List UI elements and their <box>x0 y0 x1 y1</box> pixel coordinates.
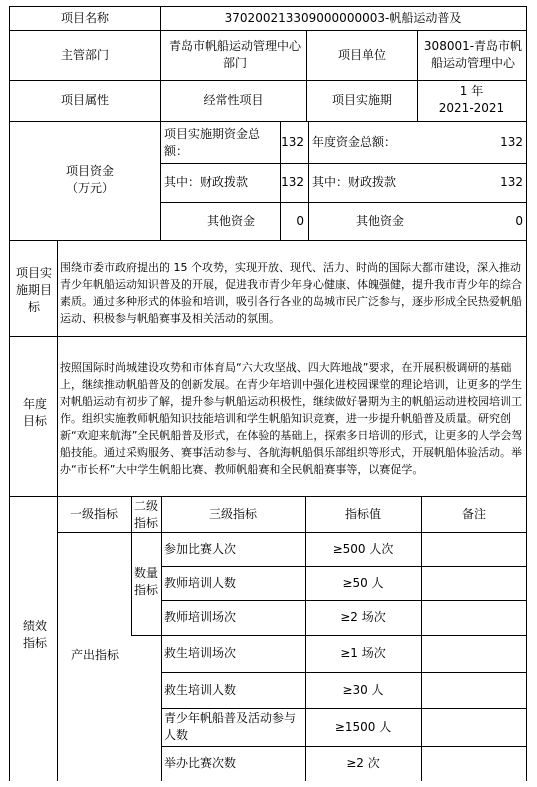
indicator-value: ≥2 场次 <box>340 610 386 624</box>
funds-annual-fiscal-label: 其中：财政拨款 <box>312 175 397 189</box>
funds-label: 项目资金（万元） <box>65 164 114 195</box>
annual-goal-label: 年度目标 <box>22 397 47 428</box>
perf-header-level3: 三级指标 <box>208 507 257 521</box>
indicator-value: ≥50 人 <box>342 575 384 590</box>
funds-fiscal-value: 132 <box>281 175 304 189</box>
dept-label: 主管部门 <box>60 47 109 62</box>
funds-annual-total-value: 132 <box>500 134 523 149</box>
indicator-value: ≥30 人 <box>342 682 384 697</box>
indicator-name: 举办比赛次数 <box>164 755 237 770</box>
funds-annual-total-label: 年度资金总额： <box>312 134 397 149</box>
funds-annual-other-value: 0 <box>515 213 523 228</box>
indicator-name: 救生培训场次 <box>164 646 237 660</box>
attr-label: 项目属性 <box>60 93 109 107</box>
indicator-value: ≥500 人次 <box>332 542 394 556</box>
perf-header-remark: 备注 <box>461 507 486 521</box>
indicator-name: 救生培训人数 <box>164 682 237 697</box>
funds-other-label: 其他资金 <box>206 213 255 228</box>
funds-other-value: 0 <box>296 213 304 228</box>
indicator-name: 参加比赛人次 <box>164 542 237 556</box>
funds-total-label: 项目实施期资金总额： <box>164 127 261 158</box>
perf-label: 绩效指标 <box>22 619 47 650</box>
period-goal-label: 项目实施期目标 <box>15 265 52 314</box>
perf-header-level1: 一级指标 <box>69 507 118 521</box>
unit-label: 项目单位 <box>337 47 386 62</box>
indicator-name: 教师培训人数 <box>164 575 237 590</box>
indicator-value: ≥1500 人 <box>334 719 392 734</box>
period-label: 项目实施期 <box>331 93 392 107</box>
perf-level2-name: 数量指标 <box>133 566 158 597</box>
funds-total-value: 132 <box>281 134 304 149</box>
funds-annual-other-label: 其他资金 <box>355 213 404 228</box>
indicator-value: ≥1 场次 <box>340 646 386 660</box>
period-range: 2021-2021 <box>438 101 505 115</box>
project-name-value: 370200213309000000003-帆船运动普及 <box>224 11 462 25</box>
perf-header-value: 指标值 <box>344 507 381 521</box>
annual-goal-text: 按照国际时尚城建设攻势和市体育局“六大攻坚战、四大阵地战”要求，在开展积极调研的基础上，继续推动帆船普及的创新发展。在青少年培训中强化进校园课堂的理论培训，让更多的学生对帆船运动有初步了解，提升参与帆船运动积极性，继续做好暑期为主的帆船运动进校园培训工作。组织实施教师帆船知识技能培训和学生帆船知识竞赛，进一步提升帆船普及质量。研究创新“欢迎来航海”全民帆船普及形式，在体验的基础上，探索多日培训的形式，让更多的人学会驾船技能。通过采购服务、赛事活动参与、各航海帆船俱乐部组织等形式，开展帆船体验活动。举办“市长杯”大中学生帆船比赛、教师帆船赛和全民帆船赛事等，以赛促学。 <box>60 361 523 476</box>
period-goal-text: 围绕市委市政府提出的 15 个攻势，实现开放、现代、活力、时尚的国际大都市建设，深入推动青少年帆船运动知识普及的开展，促进我市青少年身心健康、体魄强健，提升我市青少年的综合素质。通过多种形式的体验和培训，吸引各行各业的岛城市民广泛参与，逐步形成全民热爱帆船运动、积极参与帆船赛事及相关活动的氛围。 <box>60 261 522 325</box>
indicator-name: 教师培训场次 <box>164 610 237 624</box>
perf-level1-name: 产出指标 <box>70 647 119 662</box>
period-years: 1 年 <box>459 84 484 98</box>
perf-header-level2: 二级指标 <box>133 498 158 530</box>
project-name-label: 项目名称 <box>60 11 109 25</box>
funds-annual-fiscal-value: 132 <box>500 175 523 189</box>
dept-value: 青岛市帆船运动管理中心部门 <box>168 39 301 70</box>
indicator-name: 青少年帆船普及活动参与人数 <box>164 711 297 742</box>
indicator-value: ≥2 次 <box>346 755 380 770</box>
funds-fiscal-label: 其中：财政拨款 <box>164 175 249 189</box>
unit-value: 308001-青岛市帆船运动管理中心 <box>423 39 523 70</box>
attr-value: 经常性项目 <box>203 93 264 107</box>
